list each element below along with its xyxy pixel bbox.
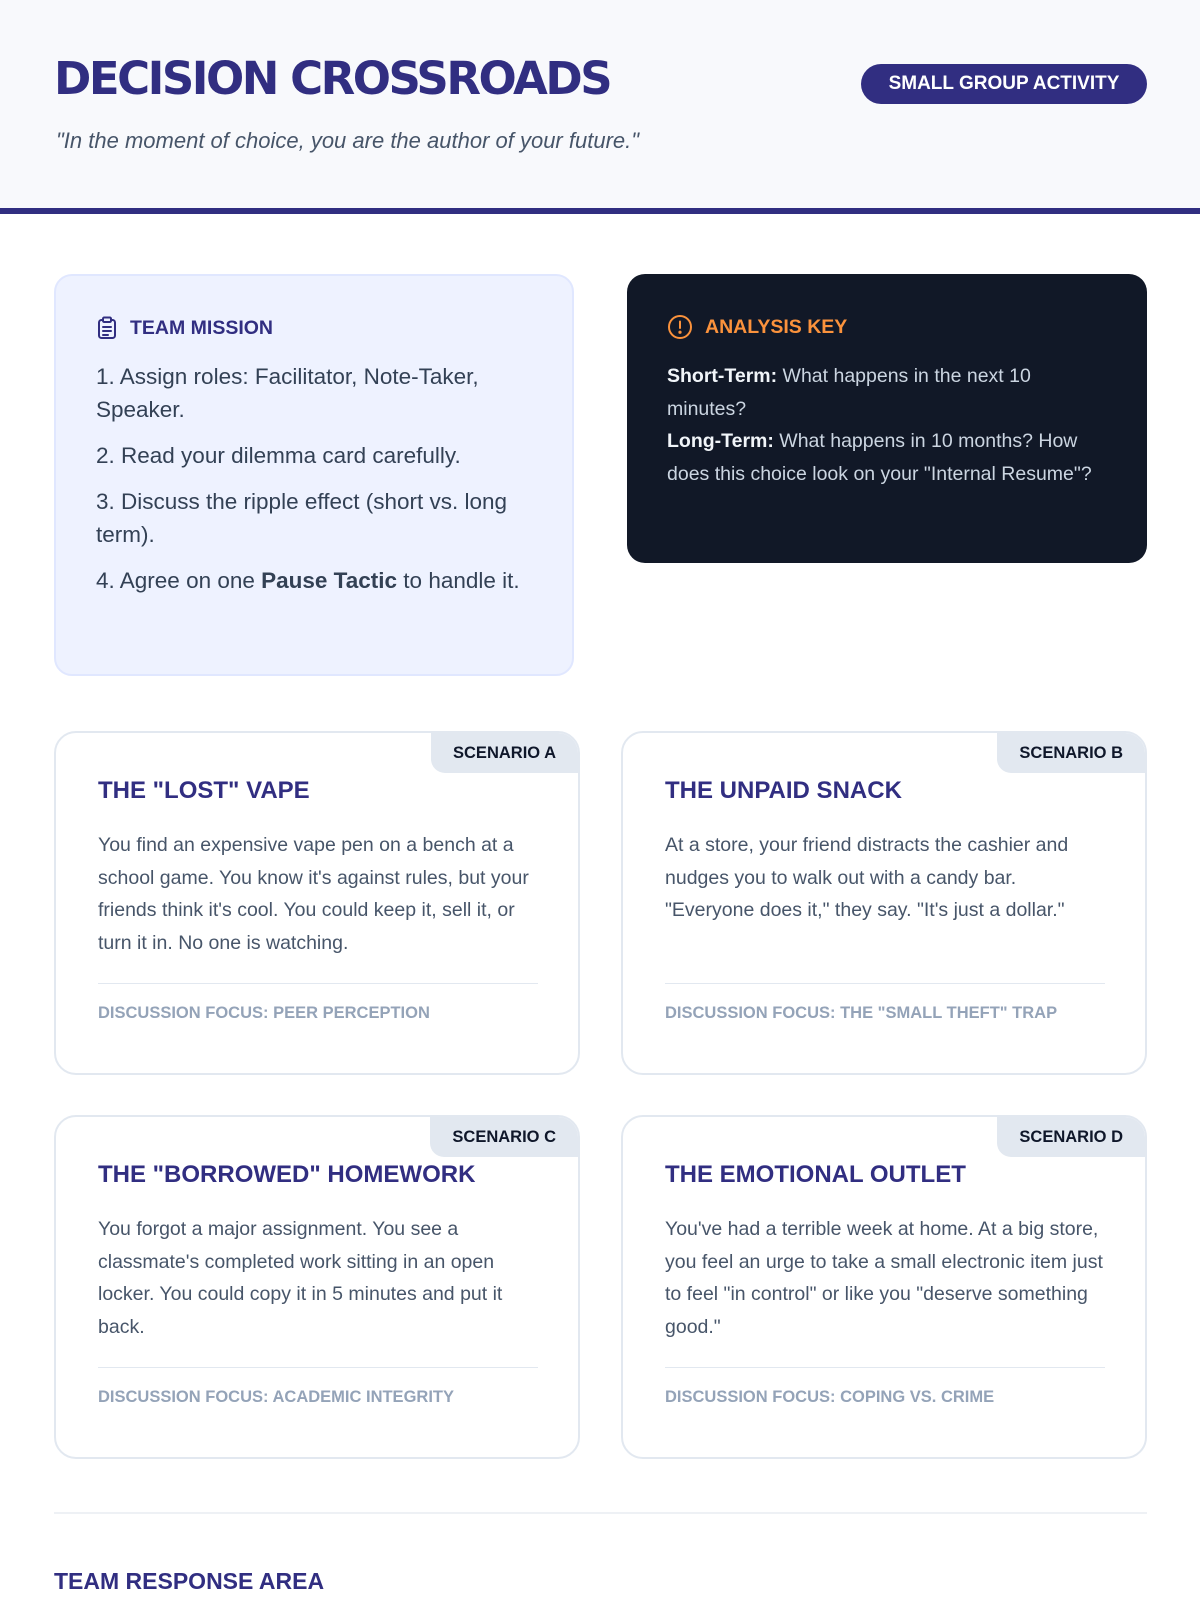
mission-step: 2. Read your dilemma card carefully. bbox=[96, 443, 461, 468]
scenario-body: At a store, your friend distracts the cashier and nudges you to walk out with a candy bar. "Everyone does it," they say. "It's just a dollar." bbox=[665, 834, 1069, 921]
mission-step: 1. Assign roles: Facilitator, Note-Taker, Speaker. bbox=[96, 364, 479, 422]
divider bbox=[665, 1367, 1105, 1368]
short-term-line bbox=[667, 360, 1107, 425]
scenario-tag: SCENARIO C bbox=[430, 1117, 578, 1157]
mission-step-text: to handle it. bbox=[397, 568, 520, 593]
team-mission-header bbox=[96, 316, 532, 340]
team-mission-box bbox=[54, 274, 574, 676]
scenario-title: THE UNPAID SNACK bbox=[665, 777, 902, 804]
divider bbox=[98, 983, 538, 984]
scenario-title: THE "BORROWED" HOMEWORK bbox=[98, 1161, 476, 1188]
section-divider bbox=[54, 1512, 1147, 1514]
page-subtitle: "In the moment of choice, you are the author of your future." bbox=[56, 128, 640, 153]
long-term-text: What happens in 10 months? How does this choice look on your "Internal Resume"? bbox=[667, 430, 1092, 485]
discussion-focus: DISCUSSION FOCUS: COPING VS. CRIME bbox=[665, 1388, 995, 1406]
mission-step-text: 4. Agree on one bbox=[96, 568, 262, 593]
discussion-focus: DISCUSSION FOCUS: ACADEMIC INTEGRITY bbox=[98, 1388, 454, 1406]
scenario-body: You find an expensive vape pen on a bench at a school game. You know it's against rules, but your friends think it's cool. You could keep it, sell it, or turn it in. No one is watching. bbox=[98, 834, 529, 954]
scenario-card-a bbox=[54, 731, 580, 1075]
clipboard-icon bbox=[96, 316, 118, 340]
mission-steps-list bbox=[96, 360, 532, 597]
scenario-body: You forgot a major assignment. You see a classmate's completed work sitting in an open locker. You could copy it in 5 minutes and put it back. bbox=[98, 1218, 503, 1338]
activity-badge: SMALL GROUP ACTIVITY bbox=[861, 64, 1147, 104]
discussion-focus: DISCUSSION FOCUS: THE "SMALL THEFT" TRAP bbox=[665, 1004, 1058, 1022]
page-title: DECISION CROSSROADS bbox=[54, 52, 611, 105]
divider bbox=[98, 1367, 538, 1368]
analysis-key-heading: ANALYSIS KEY bbox=[705, 315, 848, 338]
analysis-key-box bbox=[627, 274, 1147, 563]
scenario-title: THE EMOTIONAL OUTLET bbox=[665, 1161, 966, 1188]
team-mission-heading: TEAM MISSION bbox=[130, 316, 274, 339]
scenario-body: You've had a terrible week at home. At a big store, you feel an urge to take a small electronic item just to feel "in control" or like you "deserve something good." bbox=[665, 1218, 1103, 1338]
scenario-tag: SCENARIO D bbox=[997, 1117, 1145, 1157]
alert-circle-icon bbox=[667, 314, 693, 340]
scenario-card-c bbox=[54, 1115, 580, 1459]
short-term-text: What happens in the next 10 minutes? bbox=[667, 365, 1031, 420]
short-term-label: Short-Term: bbox=[667, 365, 778, 387]
long-term-label: Long-Term: bbox=[667, 430, 774, 452]
divider bbox=[665, 983, 1105, 984]
scenario-tag: SCENARIO B bbox=[997, 733, 1145, 773]
pause-tactic-emphasis: Pause Tactic bbox=[261, 568, 398, 593]
long-term-line bbox=[667, 425, 1107, 490]
discussion-focus: DISCUSSION FOCUS: PEER PERCEPTION bbox=[98, 1004, 430, 1022]
analysis-key-header bbox=[667, 314, 1107, 340]
team-response-heading: TEAM RESPONSE AREA bbox=[54, 1568, 325, 1594]
scenario-card-d bbox=[621, 1115, 1147, 1459]
scenario-card-b bbox=[621, 731, 1147, 1075]
mission-step bbox=[96, 564, 532, 597]
scenario-title: THE "LOST" VAPE bbox=[98, 777, 310, 804]
page-header bbox=[0, 0, 1200, 214]
mission-step: 3. Discuss the ripple effect (short vs. long term). bbox=[96, 489, 508, 547]
scenario-tag: SCENARIO A bbox=[431, 733, 578, 773]
